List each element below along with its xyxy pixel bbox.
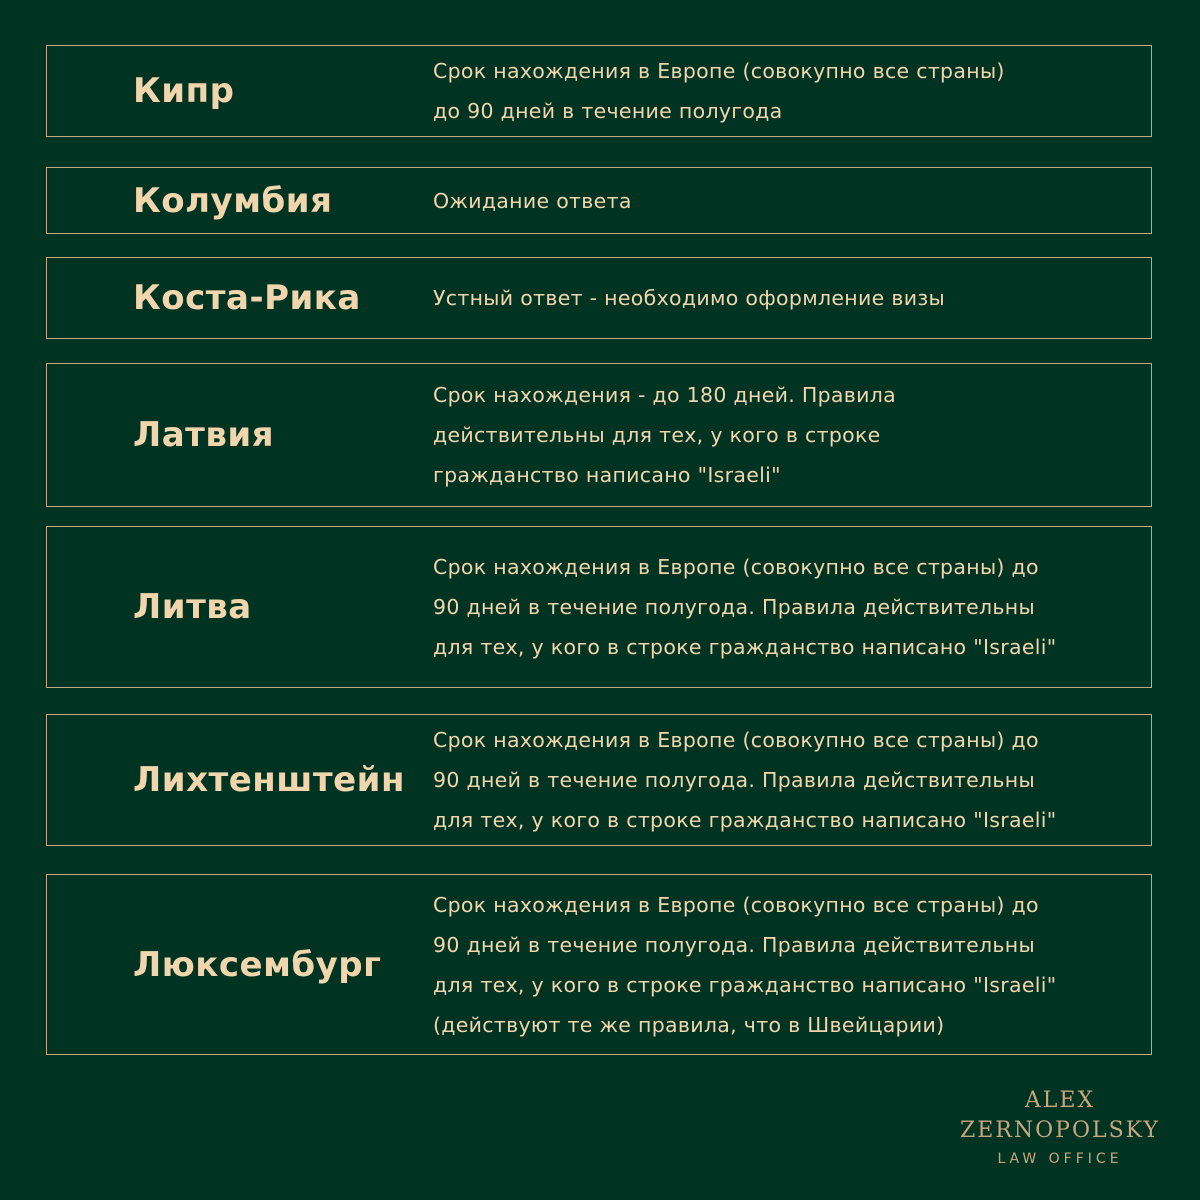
row-lithuania (46, 526, 1152, 688)
country-description: Срок нахождения в Европе (совокупно все страны) до 90 дней в течение полугода (433, 59, 1005, 123)
country-name: Колумбия (133, 180, 333, 221)
row-luxembourg (46, 874, 1152, 1055)
law-office-logo (940, 1086, 1180, 1167)
country-description: Срок нахождения в Европе (совокупно все страны) до 90 дней в течение полугода. Правила действительны для тех, у кого в строке гражданство написано "Israeli" (433, 555, 1057, 659)
row-cyprus (46, 45, 1152, 137)
row-colombia (46, 167, 1152, 234)
logo-subtitle: LAW OFFICE (997, 1151, 1123, 1167)
country-name: Люксембург (133, 944, 382, 985)
country-name: Коста-Рика (133, 278, 361, 318)
row-liechtenstein (46, 714, 1152, 846)
country-name: Лихтенштейн (133, 760, 405, 800)
country-description: Ожидание ответа (433, 188, 632, 213)
logo-name: ALEX ZERNOPOLSKY (959, 1088, 1161, 1143)
country-description: Срок нахождения в Европе (совокупно все страны) до 90 дней в течение полугода. Правила действительны для тех, у кого в строке гражданство написано "Israeli" (действуют те же правила, что в Швейцарии) (433, 892, 1057, 1037)
country-name: Кипр (133, 71, 235, 111)
row-latvia (46, 363, 1152, 507)
country-description: Срок нахождения - до 180 дней. Правила действительны для тех, у кого в строке гражданство написано "Israeli" (433, 383, 897, 487)
country-name: Латвия (133, 415, 275, 455)
country-description: Устный ответ - необходимо оформление визы (433, 286, 946, 310)
country-description: Срок нахождения в Европе (совокупно все страны) до 90 дней в течение полугода. Правила действительны для тех, у кого в строке гражданство написано "Israeli" (433, 728, 1057, 832)
country-name: Литва (133, 587, 252, 627)
row-costa-rica (46, 257, 1152, 339)
